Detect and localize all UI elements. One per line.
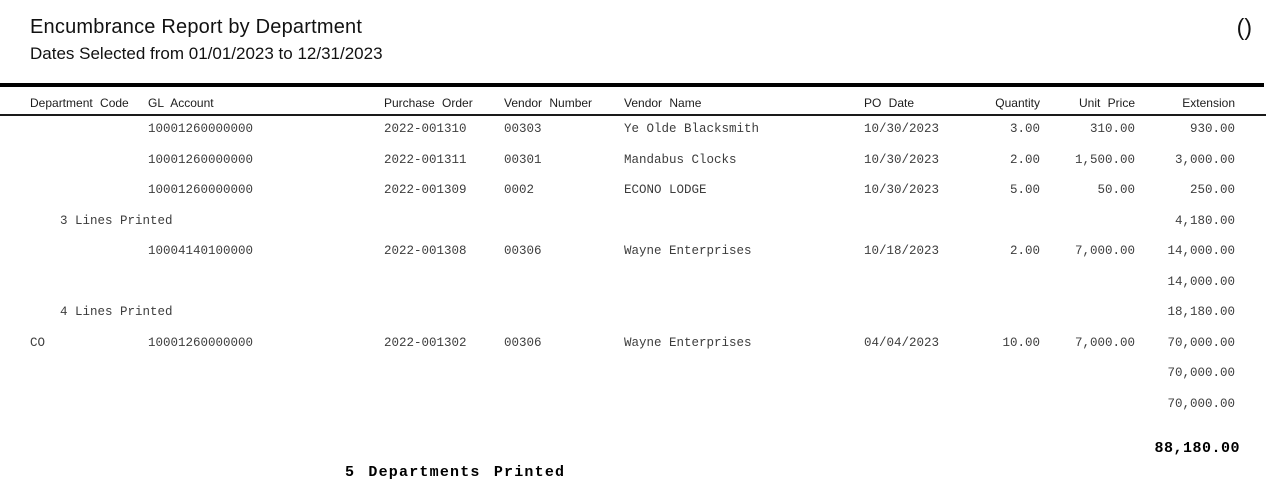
- cell-purchase-order: 2022-001311: [384, 153, 467, 167]
- cell-vendor-name: ECONO LODGE: [624, 183, 707, 197]
- departments-printed-label: 5 Departments Printed: [345, 464, 566, 481]
- col-header-vendor-name: Vendor Name: [624, 96, 702, 110]
- cell-vendor-number: 0002: [504, 183, 535, 197]
- header-rule-bottom: [0, 114, 1266, 116]
- cell-po-date: 10/30/2023: [864, 183, 940, 197]
- cell-unit-price: 310.00: [1089, 122, 1135, 136]
- cell-extension: 70,000.00: [1167, 366, 1235, 380]
- table-row: [0, 244, 1274, 260]
- cell-extension: 250.00: [1189, 183, 1235, 197]
- report-date-range: Dates Selected from 01/01/2023 to 12/31/2023: [30, 44, 383, 63]
- cell-unit-price: 7,000.00: [1074, 336, 1135, 350]
- cell-gl-account: 10001260000000: [148, 122, 254, 136]
- cell-purchase-order: 2022-001302: [384, 336, 467, 350]
- cell-quantity: 10.00: [1002, 336, 1040, 350]
- table-row-subtotal: [0, 275, 1274, 291]
- cell-gl-account: 10001260000000: [148, 153, 254, 167]
- cell-quantity: 3.00: [1009, 122, 1040, 136]
- cell-purchase-order: 2022-001310: [384, 122, 467, 136]
- corner-parentheses: (): [1236, 14, 1252, 40]
- cell-vendor-name: Wayne Enterprises: [624, 336, 752, 350]
- cell-gl-account: 10004140100000: [148, 244, 254, 258]
- report-title: Encumbrance Report by Department: [30, 16, 363, 38]
- cell-extension: 14,000.00: [1167, 275, 1235, 289]
- col-header-quantity: Quantity: [995, 96, 1040, 110]
- table-row-subtotal: [0, 397, 1274, 413]
- grand-total-value: 88,180.00: [1154, 440, 1240, 457]
- cell-vendor-number: 00303: [504, 122, 542, 136]
- cell-vendor-number: 00301: [504, 153, 542, 167]
- cell-extension: 70,000.00: [1167, 397, 1235, 411]
- cell-lines-printed-label: 4 Lines Printed: [60, 305, 173, 319]
- table-row-subtotal: [0, 366, 1274, 382]
- cell-extension: 18,180.00: [1167, 305, 1235, 319]
- cell-po-date: 10/30/2023: [864, 122, 940, 136]
- cell-purchase-order: 2022-001308: [384, 244, 467, 258]
- cell-extension: 70,000.00: [1167, 336, 1235, 350]
- table-row: [0, 183, 1274, 199]
- table-row-subtotal: [0, 214, 1274, 230]
- cell-unit-price: 1,500.00: [1074, 153, 1135, 167]
- cell-vendor-name: Ye Olde Blacksmith: [624, 122, 760, 136]
- cell-po-date: 10/30/2023: [864, 153, 940, 167]
- col-header-unit-price: Unit Price: [1078, 96, 1135, 110]
- cell-unit-price: 50.00: [1097, 183, 1135, 197]
- cell-po-date: 10/18/2023: [864, 244, 940, 258]
- col-header-extension: Extension: [1182, 96, 1235, 110]
- cell-quantity: 2.00: [1009, 153, 1040, 167]
- table-row: [0, 336, 1274, 352]
- cell-department-code: CO: [30, 336, 46, 350]
- header-rule-top: [0, 83, 1264, 87]
- cell-extension: 4,180.00: [1174, 214, 1235, 228]
- cell-unit-price: 7,000.00: [1074, 244, 1135, 258]
- cell-quantity: 2.00: [1009, 244, 1040, 258]
- cell-extension: 14,000.00: [1167, 244, 1235, 258]
- cell-vendor-name: Mandabus Clocks: [624, 153, 737, 167]
- col-header-purchase-order: Purchase Order: [384, 96, 473, 110]
- cell-extension: 930.00: [1189, 122, 1235, 136]
- cell-vendor-name: Wayne Enterprises: [624, 244, 752, 258]
- cell-quantity: 5.00: [1009, 183, 1040, 197]
- cell-purchase-order: 2022-001309: [384, 183, 467, 197]
- table-row: [0, 122, 1274, 138]
- col-header-gl-account: GL Account: [148, 96, 214, 110]
- cell-vendor-number: 00306: [504, 336, 542, 350]
- cell-gl-account: 10001260000000: [148, 183, 254, 197]
- col-header-po-date: PO Date: [864, 96, 915, 110]
- table-row: [0, 153, 1274, 169]
- cell-gl-account: 10001260000000: [148, 336, 254, 350]
- cell-extension: 3,000.00: [1174, 153, 1235, 167]
- col-header-department-code: Department Code: [30, 96, 129, 110]
- col-header-vendor-number: Vendor Number: [504, 96, 593, 110]
- cell-lines-printed-label: 3 Lines Printed: [60, 214, 173, 228]
- table-row-subtotal: [0, 305, 1274, 321]
- cell-po-date: 04/04/2023: [864, 336, 940, 350]
- cell-vendor-number: 00306: [504, 244, 542, 258]
